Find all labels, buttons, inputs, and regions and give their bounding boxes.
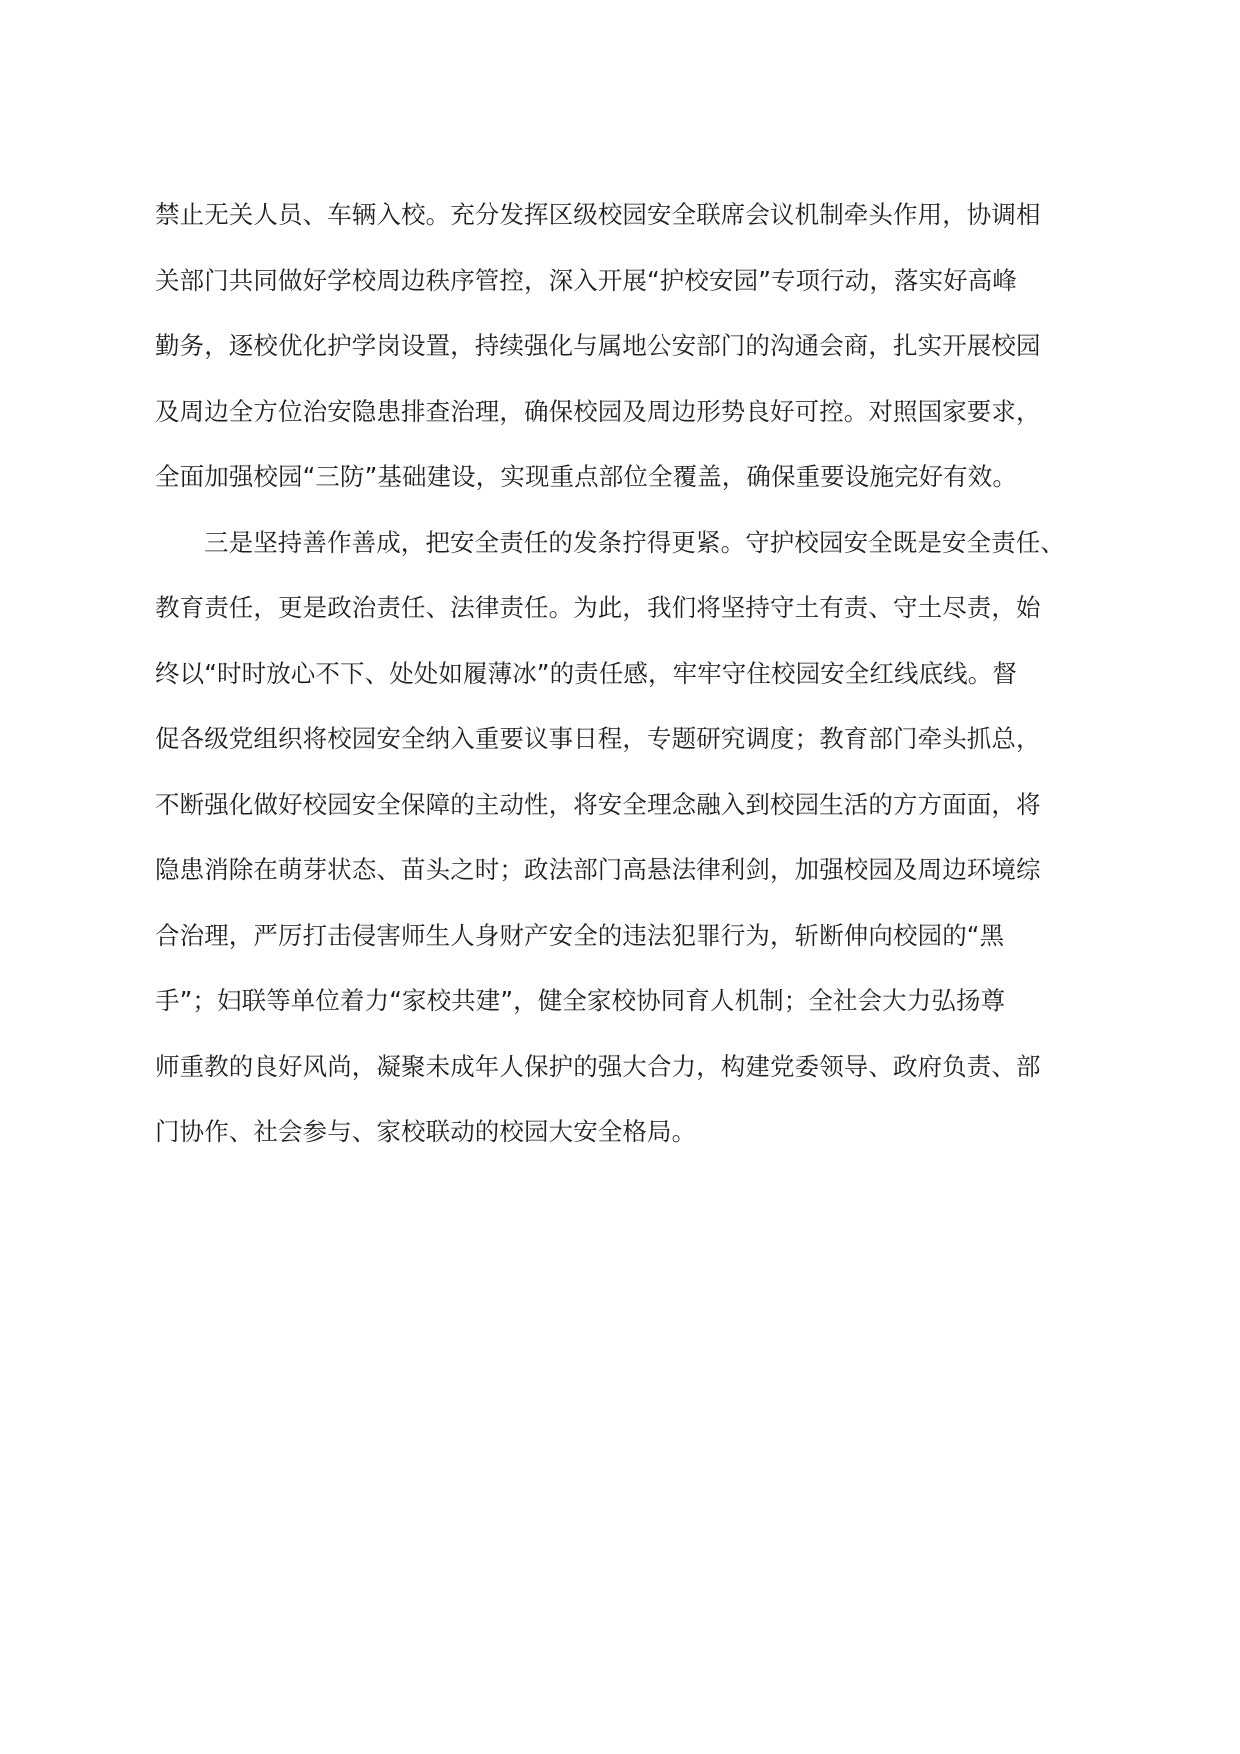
text-line: 全面加强校园“三防”基础建设，实现重点部位全覆盖，确保重要设施完好有效。 (155, 462, 1017, 491)
text-line: 隐患消除在萌芽状态、苗头之时；政法部门高悬法律利剑，加强校园及周边环境综 (155, 855, 1041, 884)
text-line: 勤务，逐校优化护学岗设置，持续强化与属地公安部门的沟通会商，扎实开展校园 (155, 331, 1041, 360)
text-line: 禁止无关人员、车辆入校。充分发挥区级校园安全联席会议机制牵头作用，协调相 (155, 200, 1041, 229)
text-line: 终以“时时放心不下、处处如履薄冰”的责任感，牢牢守住校园安全红线底线。督 (155, 658, 1017, 688)
text-line: 促各级党组织将校园安全纳入重要议事日程，专题研究调度；教育部门牵头抓总， (155, 724, 1041, 753)
paragraph-campus-security (155, 182, 1075, 510)
document-body (155, 182, 1075, 1165)
text-line: 及周边全方位治安隐患排查治理，确保校园及周边形势良好可控。对照国家要求， (155, 396, 1041, 426)
text-line: 不断强化做好校园安全保障的主动性，将安全理念融入到校园生活的方方面面，将 (155, 789, 1041, 819)
paragraph-section-three (155, 510, 1075, 1165)
text-line: 师重教的良好风尚，凝聚未成年人保护的强大合力，构建党委领导、政府负责、部 (155, 1051, 1041, 1081)
text-line: 门协作、社会参与、家校联动的校园大安全格局。 (155, 1117, 697, 1146)
text-line-first-indented: 三是坚持善作善成，把安全责任的发条拧得更紧。守护校园安全既是安全责任、 (204, 527, 1065, 557)
text-line: 教育责任，更是政治责任、法律责任。为此，我们将坚持守土有责、守土尽责，始 (155, 593, 1041, 622)
text-line: 关部门共同做好学校周边秩序管控，深入开展“护校安园”专项行动，落实好高峰 (155, 265, 1017, 295)
text-line: 合治理，严厉打击侵害师生人身财产安全的违法犯罪行为，斩断伸向校园的“黑 (155, 920, 1005, 950)
text-line: 手”；妇联等单位着力“家校共建”，健全家校协同育人机制；全社会大力弘扬尊 (155, 986, 1006, 1015)
